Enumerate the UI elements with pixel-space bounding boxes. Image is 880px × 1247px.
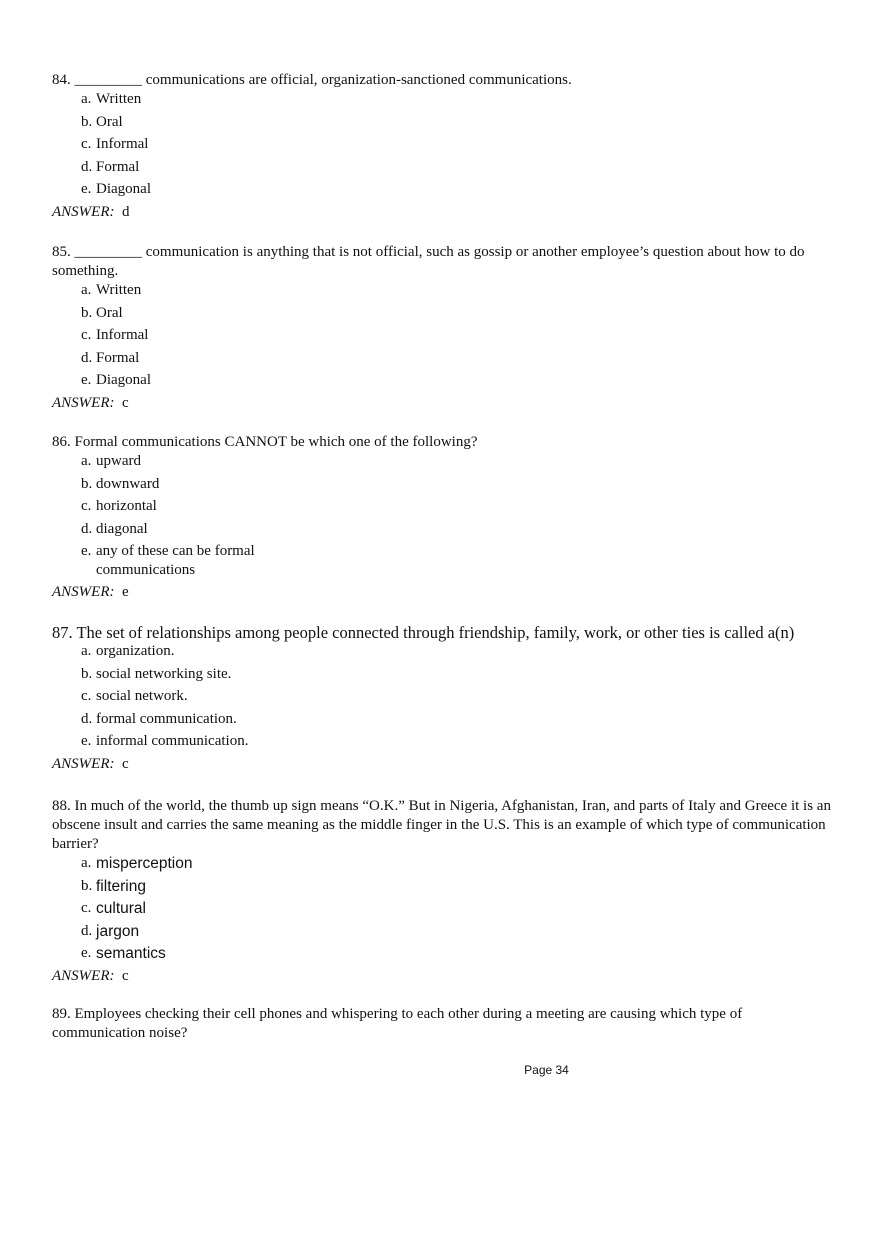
question-stem: 88. In much of the world, the thumb up sign means “O.K.” But in Nigeria, Afghanistan, Iran, and parts of Italy and Greece it is an obscene insult and carries the same meaning as the middle finger in the U.S. This is an example of which type of communication barrier? bbox=[52, 798, 831, 852]
question-88 bbox=[52, 797, 832, 986]
answer-line: ANSWER: d bbox=[52, 203, 130, 220]
page-number: Page 34 bbox=[524, 1063, 569, 1077]
answer-value: c bbox=[121, 967, 129, 984]
option-d: d. jargon bbox=[81, 922, 140, 940]
answer-value: c bbox=[121, 755, 129, 772]
option-c: c. Informal bbox=[81, 136, 149, 152]
option-a: a. misperception bbox=[81, 855, 193, 872]
answer-line: ANSWER: c bbox=[52, 755, 129, 772]
option-list bbox=[52, 90, 832, 203]
option-c: c. Informal bbox=[81, 327, 149, 343]
question-stem: 85. _________ communication is anything that is not official, such as gossip or another employee’s question about how to do something. bbox=[52, 244, 805, 279]
option-b: b. social networking site. bbox=[81, 665, 232, 682]
answer-line: ANSWER: c bbox=[52, 394, 129, 411]
option-e: e. any of these can be formal communications bbox=[81, 543, 255, 578]
question-stem: 84. _________ communications are official, organization-sanctioned communications. bbox=[52, 72, 572, 88]
option-a: a. upward bbox=[81, 453, 141, 469]
option-list bbox=[52, 854, 832, 967]
answer-line: ANSWER: e bbox=[52, 584, 129, 600]
question-stem: 89. Employees checking their cell phones and whispering to each other during a meeting are causing which type of communication noise? bbox=[52, 1006, 743, 1041]
option-d: d. Formal bbox=[81, 158, 140, 175]
answer-value: c bbox=[121, 394, 129, 411]
answer-line: ANSWER: c bbox=[52, 967, 129, 984]
question-85 bbox=[52, 243, 832, 413]
option-a: a. Written bbox=[81, 282, 142, 298]
option-b: b. downward bbox=[81, 475, 160, 492]
option-d: d. diagonal bbox=[81, 520, 148, 537]
option-e: e. semantics bbox=[81, 945, 166, 962]
question-86 bbox=[52, 433, 832, 602]
option-a: a. Written bbox=[81, 91, 142, 107]
option-e: e. informal communication. bbox=[81, 733, 249, 749]
option-c: c. social network. bbox=[81, 688, 188, 704]
answer-value: e bbox=[121, 584, 129, 600]
question-89 bbox=[52, 1005, 832, 1043]
option-c: c. horizontal bbox=[81, 498, 157, 514]
option-c: c. cultural bbox=[81, 900, 146, 917]
option-e: e. Diagonal bbox=[81, 372, 151, 388]
option-list bbox=[52, 452, 832, 583]
option-d: d. formal communication. bbox=[81, 710, 237, 727]
option-a: a. organization. bbox=[81, 643, 175, 659]
option-list bbox=[52, 642, 832, 755]
answer-value: d bbox=[121, 203, 130, 220]
question-stem: 87. The set of relationships among people connected through friendship, family, work, or other ties is called a(n) bbox=[52, 623, 795, 642]
question-84 bbox=[52, 71, 832, 222]
option-b: b. Oral bbox=[81, 113, 123, 130]
option-b: b. Oral bbox=[81, 304, 123, 321]
question-stem: 86. Formal communications CANNOT be which one of the following? bbox=[52, 434, 478, 450]
option-e: e. Diagonal bbox=[81, 181, 151, 197]
option-b: b. filtering bbox=[81, 877, 146, 895]
option-d: d. Formal bbox=[81, 349, 140, 366]
option-list bbox=[52, 281, 832, 394]
question-87 bbox=[52, 623, 832, 774]
